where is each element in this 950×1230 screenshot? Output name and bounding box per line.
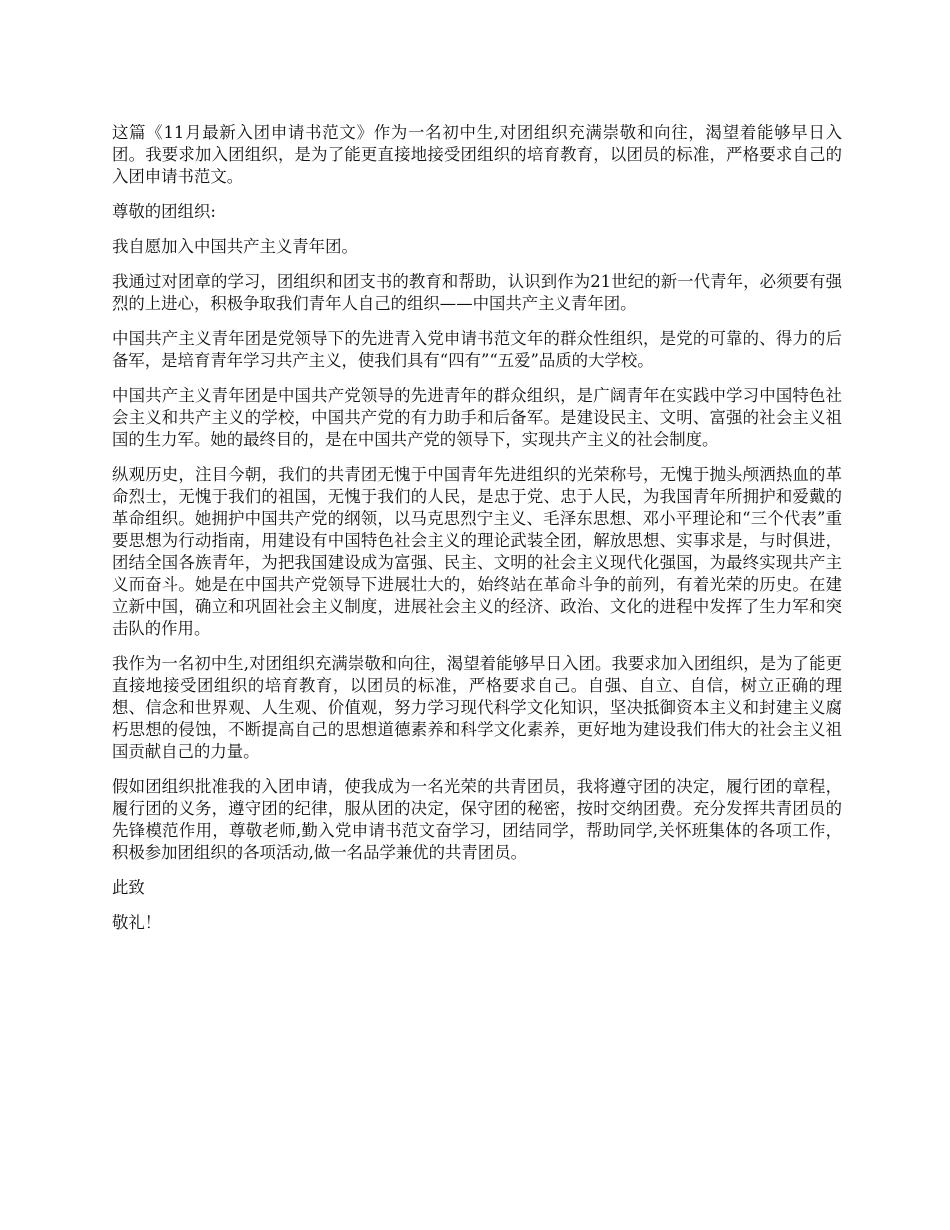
closing-phrase: 此致 bbox=[112, 878, 145, 897]
body-paragraph: 我作为一名初中生,对团组织充满崇敬和向往，渴望着能够早日入团。我要求加入团组织，是为了能更直接地接受团组织的培育教育，以团员的标准，严格要求自己。自强、自立、自信，树立正确的理想、信念和世界观、人生观、价值观，努力学习现代科学文化知识，坚决抵御资本主义和封建主义腐朽思想的侵蚀，不断提高自己的思想道德素养和科学文化素养，更好地为建设我们伟大的社会主义祖国贡献自己的力量。 bbox=[112, 654, 842, 761]
body-paragraph: 我通过对团章的学习，团组织和团支书的教育和帮助，认识到作为21世纪的新一代青年，必须要有强烈的上进心，积极争取我们青年人自己的组织——中国共产主义青年团。 bbox=[112, 272, 842, 313]
declaration-paragraph: 我自愿加入中国共产主义青年团。 bbox=[112, 237, 358, 256]
body-paragraph: 纵观历史，注目今朝，我们的共青团无愧于中国青年先进组织的光荣称号，无愧于抛头颅洒热血的革命烈士，无愧于我们的祖国，无愧于我们的人民，是忠于党、忠于人民，为我国青年所拥护和爱戴的革命组织。她拥护中国共产党的纲领，以马克思烈宁主义、毛泽东思想、邓小平理论和“三个代表”重要思想为行动指南，用建设有中国特色社会主义的理论武装全团，解放思想、实事求是，与时俱进，团结全国各族青年，为把我国建设成为富强、民主、文明的社会主义现代化强国，为最终实现共产主义而奋斗。她是在中国共产党领导下进展壮大的，始终站在革命斗争的前列，有着光荣的历史。在建立新中国，确立和巩固社会主义制度，进展社会主义的经济、政治、文化的进程中发挥了生力军和突击队的作用。 bbox=[112, 465, 842, 638]
body-paragraph: 中国共产主义青年团是中国共产党领导的先进青年的群众组织，是广阔青年在实践中学习中国特色社会主义和共产主义的学校，中国共产党的有力助手和后备军。是建设民主、文明、富强的社会主义祖国的生力军。她的最终目的，是在中国共产党的领导下，实现共产主义的社会制度。 bbox=[112, 386, 842, 449]
intro-paragraph: 这篇《11月最新入团申请书范文》作为一名初中生,对团组织充满崇敬和向往，渴望着能够早日入团。我要求加入团组织，是为了能更直接地接受团组织的培育教育，以团员的标准，严格要求自己的入团申请书范文。 bbox=[112, 123, 842, 186]
salutation: 尊敬的团组织: bbox=[112, 202, 216, 221]
closing-regards: 敬礼！ bbox=[112, 913, 162, 932]
body-paragraph: 假如团组织批准我的入团申请，使我成为一名光荣的共青团员，我将遵守团的决定，履行团的章程，履行团的义务，遵守团的纪律，服从团的决定，保守团的秘密，按时交纳团费。充分发挥共青团员的先锋模范作用，尊敬老师,勤入党申请书范文奋学习，团结同学，帮助同学,关怀班集体的各项工作，积极参加团组织的各项活动,做一名品学兼优的共青团员。 bbox=[112, 777, 842, 862]
document-body bbox=[112, 122, 842, 947]
body-paragraph: 中国共产主义青年团是党领导下的先进青入党申请书范文年的群众性组织，是党的可靠的、得力的后备军，是培育青年学习共产主义，使我们具有“四有”“五爱”品质的大学校。 bbox=[112, 329, 842, 370]
